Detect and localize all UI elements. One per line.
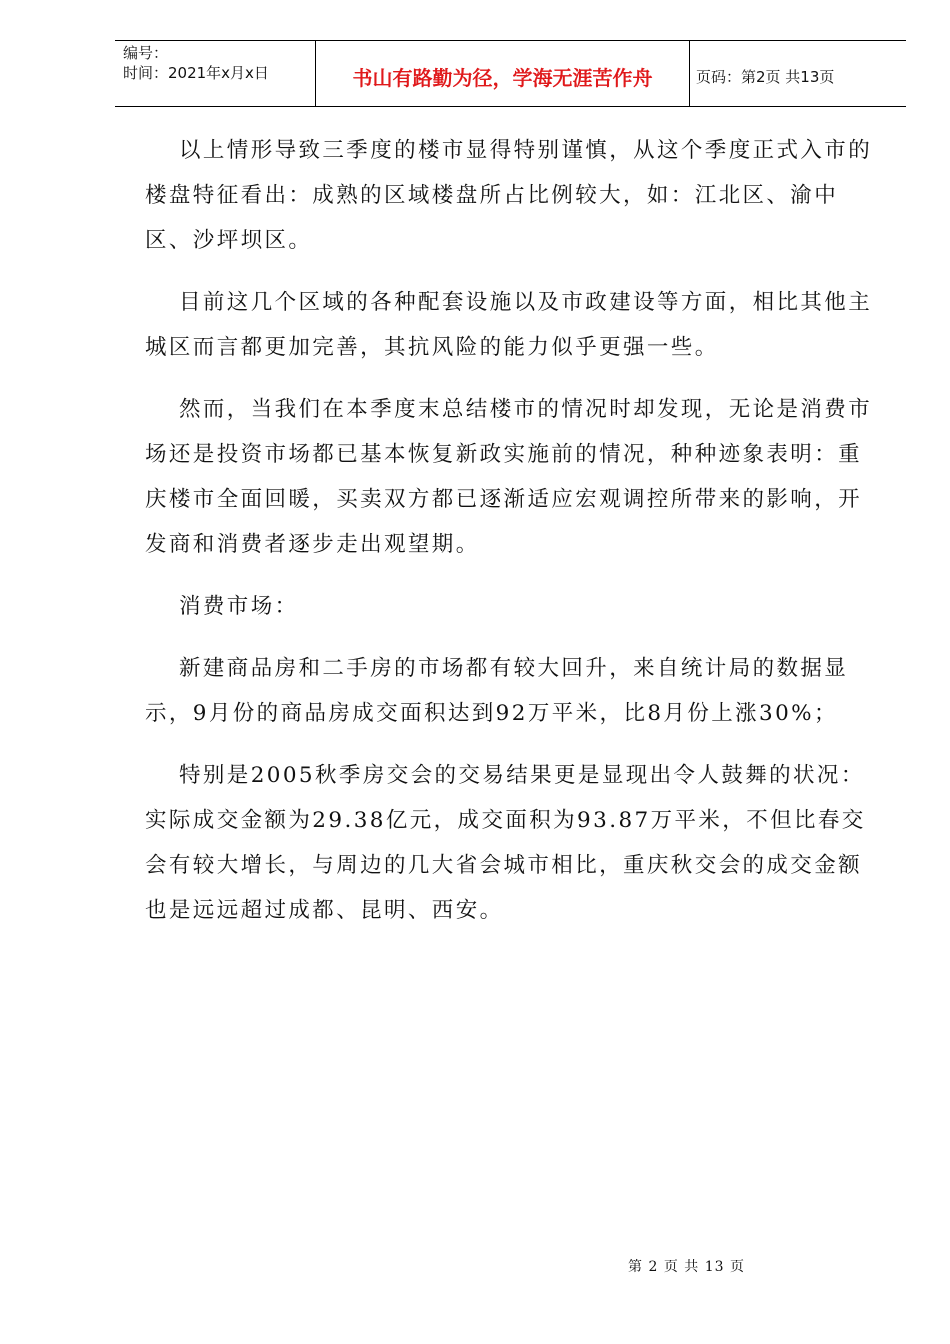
page-footer <box>0 1256 950 1276</box>
paragraph: 特别是2005秋季房交会的交易结果更是显现出令人鼓舞的状况：实际成交金额为29.38亿元，成交面积为93.87万平米，不但比春交会有较大增长，与周边的几大省会城市相比，重庆秋交会的成交金额也是远远超过成都、昆明、西安。 <box>145 763 866 923</box>
serial-number-label: 编号： <box>123 44 169 62</box>
header-page-info: 页码：第2页 共13页 <box>696 68 835 86</box>
footer-page-number: 第 2 页 共 13 页 <box>628 1259 745 1275</box>
paragraph: 以上情形导致三季度的楼市显得特别谨慎，从这个季度正式入市的楼盘特征看出：成熟的区域楼盘所占比例较大，如：江北区、渝中区、沙坪坝区。 <box>145 138 873 253</box>
paragraph: 新建商品房和二手房的市场都有较大回升，来自统计局的数据显示，9月份的商品房成交面积达到92万平米，比8月份上涨30%； <box>145 656 849 726</box>
paragraph: 然而，当我们在本季度末总结楼市的情况时却发现，无论是消费市场还是投资市场都已基本恢复新政实施前的情况，种种迹象表明：重庆楼市全面回暖，买卖双方都已逐渐适应宏观调控所带来的影响，开发商和消费者逐步走出观望期。 <box>145 397 873 557</box>
paragraph: 目前这几个区域的各种配套设施以及市政建设等方面，相比其他主城区而言都更加完善，其抗风险的能力似乎更强一些。 <box>145 290 873 360</box>
date-label: 时间：2021年x月x日 <box>123 64 269 82</box>
header-motto: 书山有路勤为径，学海无涯苦作舟 <box>316 41 690 106</box>
header-meta-cell <box>115 41 316 106</box>
page-header <box>115 40 906 107</box>
section-heading: 消费市场： <box>179 594 299 619</box>
document-body <box>145 128 885 950</box>
